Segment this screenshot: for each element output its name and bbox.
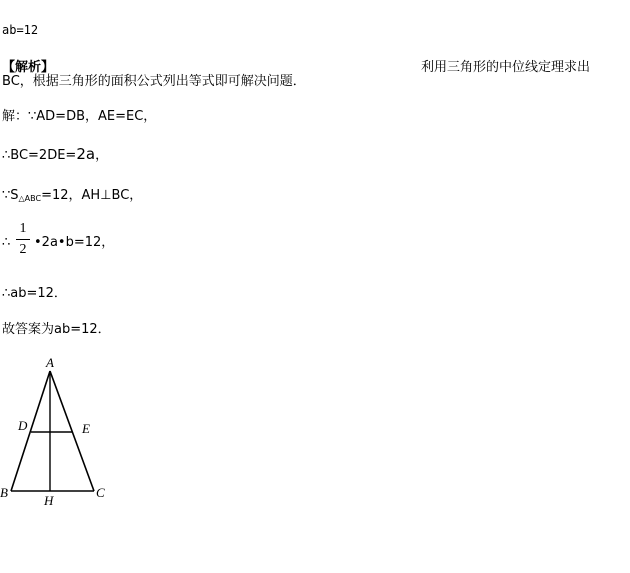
fraction-one-half (16, 220, 30, 259)
solution-conclusion: 故答案为ab=12． (2, 322, 111, 337)
solution-line-3-suffix: =12，AH⊥BC， (41, 188, 143, 203)
solution-line-3-subscript: △ABC (18, 194, 42, 203)
top-answer: ab=12 (2, 23, 39, 37)
side-ab (11, 371, 50, 491)
label-b: B (0, 485, 8, 500)
solution-line-2-value: 2a (76, 145, 96, 163)
fraction-bar (16, 239, 30, 240)
label-c: C (96, 485, 105, 500)
label-h: H (44, 493, 54, 508)
solution-line-5: ∴ab=12． (2, 286, 67, 301)
solution-line-4-rest: •2a•b=12， (34, 235, 115, 250)
fraction-numerator: 1 (19, 221, 27, 236)
solution-line-2 (2, 146, 108, 164)
analysis-right-text: 利用三角形的中位线定理求出 (421, 60, 591, 75)
solution-line-2-prefix: ∴BC=2DE= (2, 148, 77, 163)
analysis-header: 【解析】 (2, 60, 55, 75)
solution-line-3 (2, 188, 142, 207)
triangle-figure (0, 355, 130, 515)
analysis-line-2: BC，根据三角形的面积公式列出等式即可解决问题． (2, 74, 306, 89)
label-d: D (18, 418, 28, 433)
solution-line-4-therefore: ∴ (2, 235, 11, 250)
solution-line-1: 解：∵AD=DB，AE=EC， (2, 109, 157, 124)
solution-line-2-suffix: ， (95, 148, 109, 163)
label-e: E (82, 421, 90, 436)
label-a: A (46, 355, 54, 370)
fraction-denominator: 2 (19, 242, 27, 257)
solution-line-3-prefix: ∵S (2, 188, 19, 203)
